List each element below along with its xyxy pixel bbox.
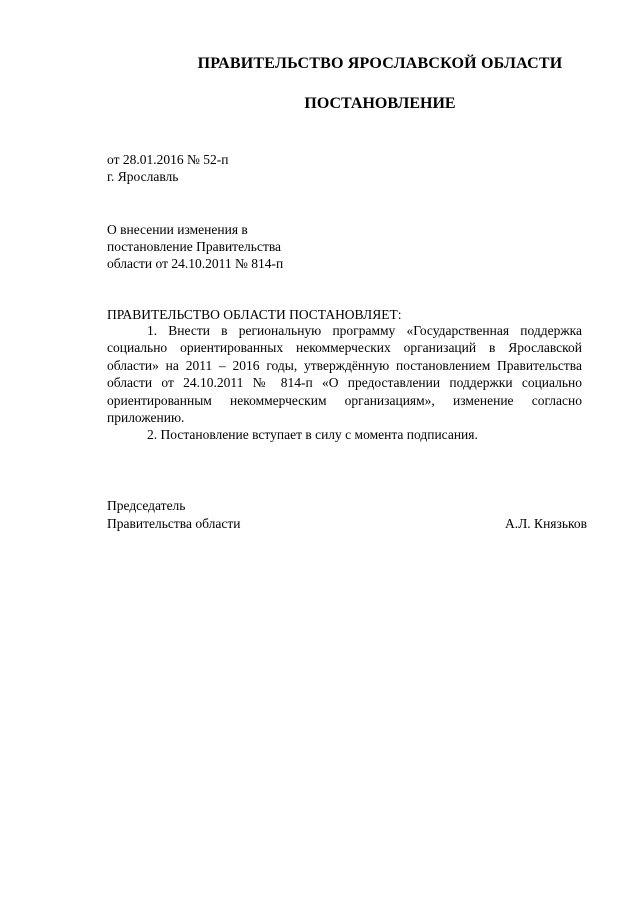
decree-intro: ПРАВИТЕЛЬСТВО ОБЛАСТИ ПОСТАНОВЛЯЕТ:: [107, 307, 402, 322]
signature-row: [107, 515, 587, 533]
signatory-position-line-1: Председатель: [107, 498, 186, 513]
date-number: от 28.01.2016 № 52-п: [107, 152, 229, 167]
subject-line-2: постановление Правительства: [107, 239, 282, 254]
document-subject: [107, 221, 283, 272]
document-meta: [107, 151, 228, 185]
government-title: ПРАВИТЕЛЬСТВО ЯРОСЛАВСКОЙ ОБЛАСТИ: [197, 55, 563, 72]
document-type-title: ПОСТАНОВЛЕНИЕ: [304, 95, 456, 112]
subject-line-1: О внесении изменения в: [107, 222, 248, 237]
subject-line-3: области от 24.10.2011 № 814-п: [107, 256, 284, 271]
city: г. Ярославль: [107, 169, 179, 184]
decree-paragraph-2: 2. Постановление вступает в силу с момента подписания.: [147, 427, 478, 443]
signatory-name: А.Л. Князьков: [505, 516, 587, 531]
signatory-position-line-2: Правительства области: [107, 516, 241, 531]
decree-body: [107, 322, 582, 444]
decree-paragraph-1: 1. Внести в региональную программу «Государственная поддержка социально ориентированных некоммерческих организаций в Ярославской области» на 2011 – 2016 годы, утверждённую постановлением Правительства области от 24.10.2011 № 814-п «О предоставлении поддержки социально ориентированным некоммерческим организациям», изменение согласно приложению.: [107, 323, 582, 426]
signature-block: [107, 497, 587, 533]
